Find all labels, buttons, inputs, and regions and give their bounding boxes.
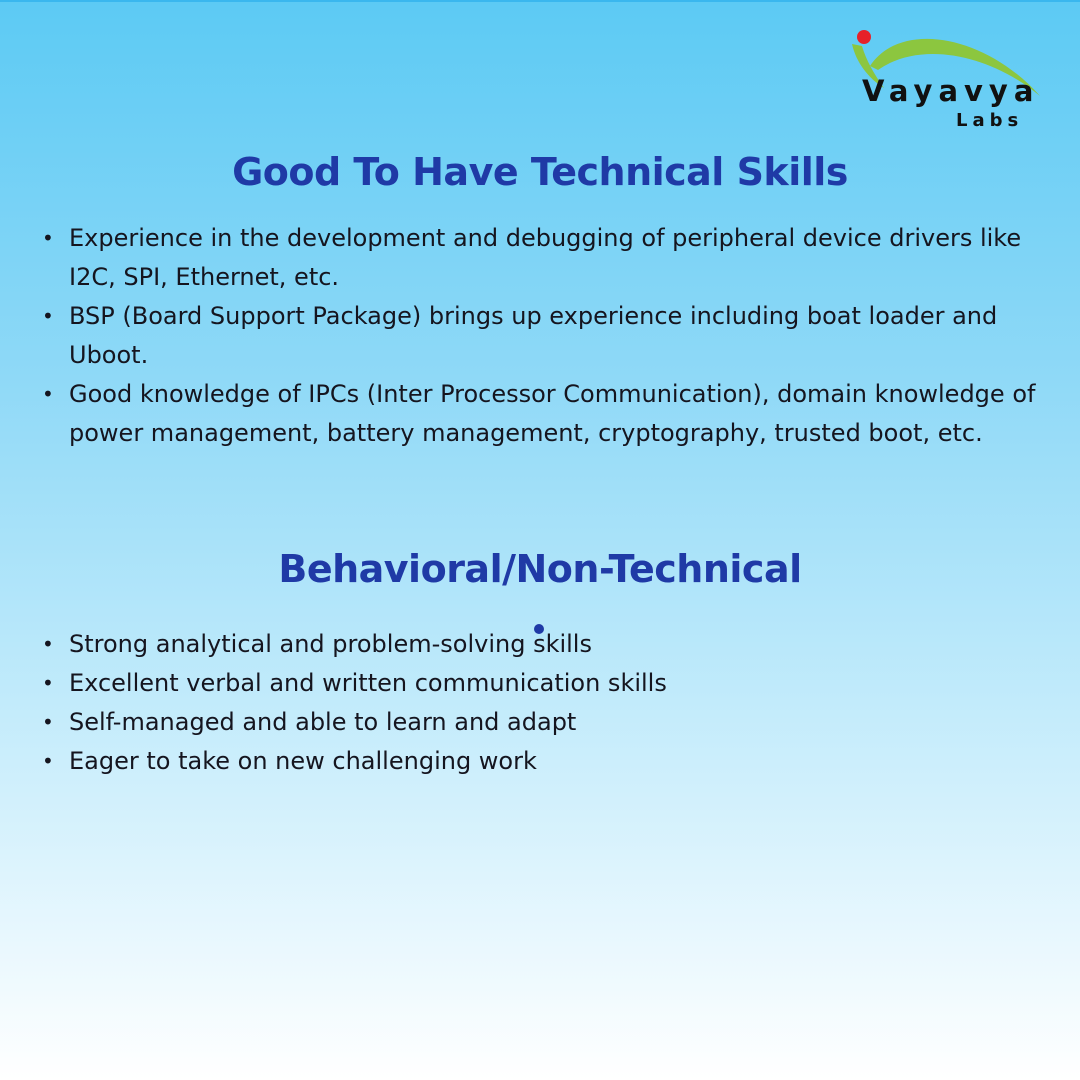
technical-skills-list bbox=[42, 219, 1052, 453]
logo-wordmark: Vayavya bbox=[862, 74, 1040, 108]
list-item bbox=[42, 742, 1052, 781]
list-item bbox=[42, 375, 1052, 453]
top-border bbox=[0, 0, 1080, 2]
bullet-icon: • bbox=[42, 749, 54, 773]
list-item bbox=[42, 625, 1052, 664]
section-title-technical: Good To Have Technical Skills bbox=[232, 150, 848, 194]
list-item-text: Experience in the development and debugging of peripheral device drivers like I2C, SPI, Ethernet, etc. bbox=[69, 224, 1022, 291]
list-item-text: Eager to take on new challenging work bbox=[69, 747, 537, 775]
bullet-icon: • bbox=[42, 710, 54, 734]
bullet-icon: • bbox=[42, 632, 54, 656]
list-item bbox=[42, 664, 1052, 703]
vayavya-logo bbox=[840, 26, 1060, 136]
section-title-behavioral: Behavioral/Non-Technical bbox=[278, 547, 802, 591]
list-item bbox=[42, 703, 1052, 742]
list-item-text: Excellent verbal and written communication skills bbox=[69, 669, 667, 697]
list-item-text: Self-managed and able to learn and adapt bbox=[69, 708, 577, 736]
bullet-icon: • bbox=[42, 226, 54, 250]
list-item bbox=[42, 219, 1052, 297]
bullet-icon: • bbox=[42, 304, 54, 328]
logo-subtitle: Labs bbox=[956, 110, 1024, 131]
behavioral-skills-list bbox=[42, 625, 1052, 781]
list-item-text: Good knowledge of IPCs (Inter Processor Communication), domain knowledge of power management, battery management, cryptography, trusted boot, etc. bbox=[69, 380, 1036, 447]
list-item-text: BSP (Board Support Package) brings up experience including boat loader and Uboot. bbox=[69, 302, 998, 369]
bullet-icon: • bbox=[42, 382, 54, 406]
list-item-text: Strong analytical and problem-solving skills bbox=[69, 630, 592, 658]
bullet-icon: • bbox=[42, 671, 54, 695]
list-item bbox=[42, 297, 1052, 375]
